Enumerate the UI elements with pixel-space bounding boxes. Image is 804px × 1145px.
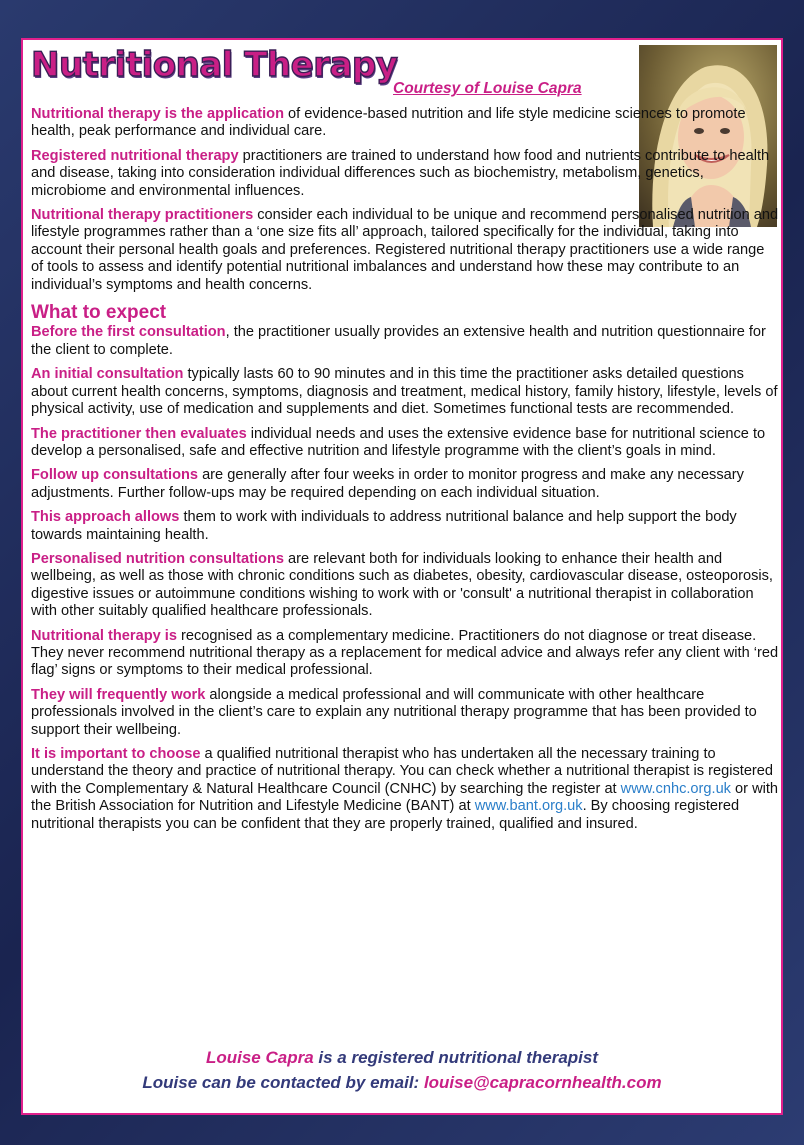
expect-paragraph: [31, 551, 779, 621]
lead-text: Nutritional therapy is: [31, 627, 177, 644]
intro-paragraph-2: [31, 148, 779, 200]
expect-paragraph: [31, 366, 779, 418]
body-text: alongside a medical professional and will communicate with other healthcare professionals involved in the client’s care to explain any nutritional therapy programme that has been provided to support their wellbeing.: [31, 686, 757, 738]
expect-paragraph: [31, 687, 779, 739]
footer-contact: [23, 1073, 781, 1093]
article-body: [31, 106, 779, 840]
body-text: or with the British Association for Nutrition and Lifestyle Medicine (BANT) at: [31, 780, 779, 815]
body-text: are generally after four weeks in order to monitor progress and make any necessary adjustments. Further follow-ups may be required depending on each individual situation.: [31, 467, 744, 501]
body-text: recognised as a complementary medicine. Practitioners do not diagnose or treat disease. They never recommend nutritional therapy as a replacement for medical advice and always refer any client with ‘red flag’ signs or symptoms to their medical professional.: [31, 627, 779, 679]
body-text: practitioners are trained to understand how food and nutrients contribute to health and disease, taking into consideration individual differences such as biochemistry, metabolism, genetics, microbiome and environmental influences.: [31, 147, 770, 199]
lead-text: They will frequently work: [31, 686, 206, 703]
lead-text: Personalised nutrition consultations: [31, 550, 284, 567]
courtesy-credit: Courtesy of Louise Capra: [393, 80, 582, 97]
intro-paragraph-1: [31, 106, 779, 141]
cnhc-link[interactable]: www.cnhc.org.uk: [620, 780, 731, 797]
body-text: a qualified nutritional therapist who has undertaken all the necessary training to understand the theory and practice of nutritional therapy. You can check whether a nutritional therapist is registered with the Complementary & Natural Healthcare Council (CNHC) by searching the register at: [31, 746, 774, 797]
footer-credential: [23, 1048, 781, 1068]
registration-paragraph: [31, 746, 779, 833]
lead-text: The practitioner then evaluates: [31, 425, 247, 442]
author-name: Louise Capra: [205, 1048, 314, 1067]
body-text: . By choosing registered nutritional therapists you can be confident that they are properly trained, qualified and insured.: [31, 798, 740, 832]
lead-text: Follow up consultations: [31, 467, 199, 484]
body-text: consider each individual to be unique and recommend personalised nutrition and lifestyle programmes rather than a ‘one size fits all’ approach, tailored specifically for the individual, taking into account their personal health goals and preferences. Registered nutritional therapy practitioners use a wide range of tools to assess and identify potential nutritional imbalances and understand how these may contribute to an individual’s symptoms and health concerns.: [31, 207, 779, 293]
expect-paragraph: [31, 467, 779, 502]
lead-text: An initial consultation: [31, 366, 184, 383]
article-card: [21, 38, 783, 1115]
lead-text: This approach allows: [31, 509, 180, 526]
email-link[interactable]: louise@capracornhealth.com: [423, 1073, 662, 1092]
lead-text: It is important to choose: [31, 746, 201, 762]
body-text: individual needs and uses the extensive evidence base for nutritional science to develop a personalised, safe and effective nutrition and lifestyle programme with the client’s goals in mind.: [31, 425, 766, 459]
body-text: of evidence-based nutrition and life style medicine sciences to promote health, peak performance and individual care.: [31, 106, 746, 140]
lead-text: Registered nutritional therapy: [31, 147, 239, 164]
body-text: , the practitioner usually provides an extensive health and nutrition questionnaire for the client to complete.: [31, 324, 766, 358]
lead-text: Nutritional therapy is the application: [31, 106, 284, 122]
section-heading: What to expect: [31, 302, 167, 324]
intro-paragraph-3: [31, 207, 779, 294]
lead-text: Nutritional therapy practitioners: [31, 207, 254, 224]
author-role: is a registered nutritional therapist: [313, 1048, 599, 1067]
page-title: Nutritional Therapy: [31, 45, 398, 85]
body-text: them to work with individuals to address nutritional balance and help support the body towards maintaining health.: [31, 509, 737, 543]
bant-link[interactable]: www.bant.org.uk: [474, 798, 583, 815]
expect-paragraph: [31, 426, 779, 461]
lead-text: Before the first consultation: [31, 324, 226, 341]
body-text: are relevant both for individuals looking to enhance their health and wellbeing, as well as those with chronic conditions such as diabetes, obesity, cardiovascular disease, osteoporosis, digestive issues or autoimmune conditions wishing to work with or 'consult' a nutritional therapist in collaboration with other suitably qualified healthcare professionals.: [31, 550, 773, 620]
body-text: typically lasts 60 to 90 minutes and in this time the practitioner asks detailed questions about current health concerns, symptoms, diagnosis and treatment, medical history, family history, lifestyle, levels of physical activity, use of medication and supplements and diet. Sometimes functional tests are recommended.: [31, 366, 778, 418]
expect-paragraph: [31, 628, 779, 680]
contact-prefix: Louise can be contacted by email:: [142, 1073, 424, 1092]
expect-paragraph: [31, 509, 779, 544]
expect-paragraph: [31, 324, 779, 359]
